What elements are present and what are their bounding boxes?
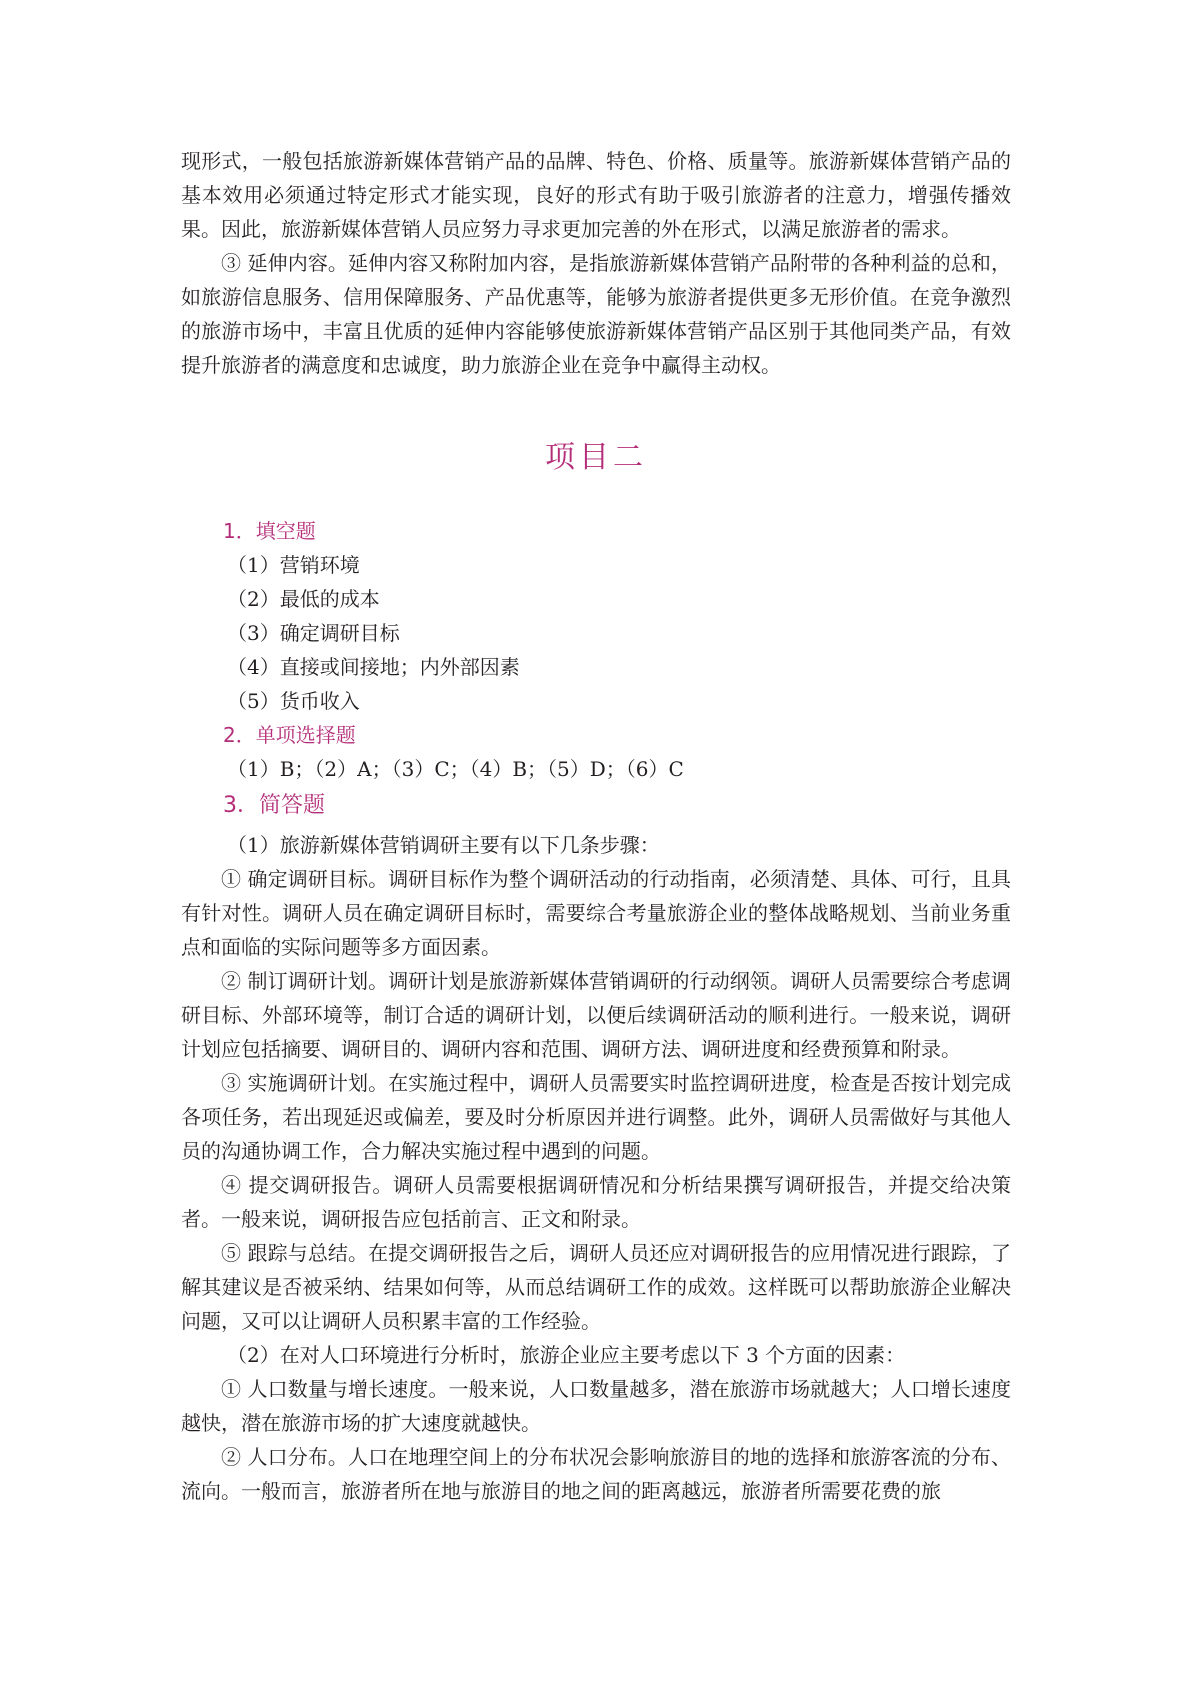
single-choice-answer: （1）B；（2）A；（3）C；（4）B；（5）D；（6）C xyxy=(227,757,684,781)
answer-item: （5）货币收入 xyxy=(227,689,360,713)
answer-item: （3）确定调研目标 xyxy=(227,621,400,645)
paragraph: 现形式，一般包括旅游新媒体营销产品的品牌、特色、价格、质量等。旅游新媒体营销产品的基本效用必须通过特定形式才能实现，良好的形式有助于吸引旅游者的注意力，增强传播效果。因此，旅游新媒体营销人员应努力寻求更加完善的外在形式，以满足旅游者的需求。 xyxy=(181,149,1011,241)
paragraph: ⑤ 跟踪与总结。在提交调研报告之后，调研人员还应对调研报告的应用情况进行跟踪，了解其建议是否被采纳、结果如何等，从而总结调研工作的成效。这样既可以帮助旅游企业解决问题，又可以让调研人员积累丰富的工作经验。 xyxy=(181,1241,1011,1333)
answer-item: （1）营销环境 xyxy=(227,553,360,577)
paragraph: ② 人口分布。人口在地理空间上的分布状况会影响旅游目的地的选择和旅游客流的分布、流向。一般而言，旅游者所在地与旅游目的地之间的距离越远，旅游者所需要花费的旅 xyxy=(181,1445,1011,1503)
single-choice-heading: 2．单项选择题 xyxy=(223,723,356,747)
paragraph: ③ 实施调研计划。在实施过程中，调研人员需要实时监控调研进度，检查是否按计划完成各项任务，若出现延迟或偏差，要及时分析原因并进行调整。此外，调研人员需做好与其他人员的沟通协调工作，合力解决实施过程中遇到的问题。 xyxy=(181,1071,1011,1163)
paragraph: ① 确定调研目标。调研目标作为整个调研活动的行动指南，必须清楚、具体、可行，且具有针对性。调研人员在确定调研目标时，需要综合考量旅游企业的整体战略规划、当前业务重点和面临的实际问题等多方面因素。 xyxy=(181,867,1011,959)
short-answer-heading: 3．简答题 xyxy=(223,793,325,818)
paragraph: ④ 提交调研报告。调研人员需要根据调研情况和分析结果撰写调研报告，并提交给决策者。一般来说，调研报告应包括前言、正文和附录。 xyxy=(181,1173,1011,1231)
page-content xyxy=(181,144,1011,1503)
answer-item: （2）最低的成本 xyxy=(227,587,380,611)
answers-section xyxy=(181,514,1011,1508)
paragraph: ③ 延伸内容。延伸内容又称附加内容，是指旅游新媒体营销产品附带的各种利益的总和，如旅游信息服务、信用保障服务、产品优惠等，能够为旅游者提供更多无形价值。在竞争激烈的旅游市场中，丰富且优质的延伸内容能够使旅游新媒体营销产品区别于其他同类产品，有效提升旅游者的满意度和忠诚度，助力旅游企业在竞争中赢得主动权。 xyxy=(181,251,1011,377)
paragraph: ① 人口数量与增长速度。一般来说，人口数量越多，潜在旅游市场就越大；人口增长速度越快，潜在旅游市场的扩大速度就越快。 xyxy=(181,1377,1011,1435)
fill-blank-heading: 1．填空题 xyxy=(223,519,316,543)
section-title: 项目二 xyxy=(545,440,647,475)
paragraph: ② 制订调研计划。调研计划是旅游新媒体营销调研的行动纲领。调研人员需要综合考虑调研目标、外部环境等，制订合适的调研计划，以便后续调研活动的顺利进行。一般来说，调研计划应包括摘要、调研目的、调研内容和范围、调研方法、调研进度和经费预算和附录。 xyxy=(181,969,1011,1061)
paragraph: （2）在对人口环境进行分析时，旅游企业应主要考虑以下 3 个方面的因素： xyxy=(227,1343,906,1367)
answer-item: （4）直接或间接地；内外部因素 xyxy=(227,655,520,679)
paragraph: （1）旅游新媒体营销调研主要有以下几条步骤： xyxy=(227,833,660,857)
